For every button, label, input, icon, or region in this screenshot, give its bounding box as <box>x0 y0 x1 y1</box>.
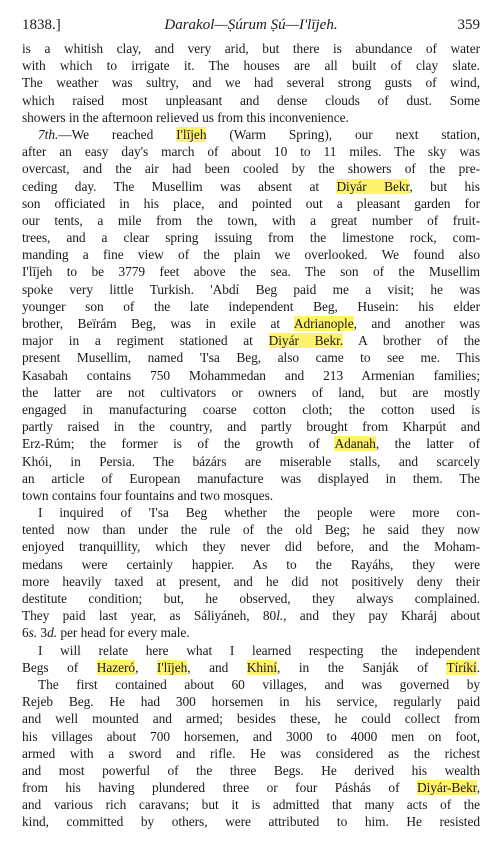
text-line <box>22 796 480 813</box>
text-segment: medans were certainly happier. As to the Rayáhs, they were <box>22 556 480 572</box>
text-segment: with which to irrigate it. The houses are all built of clay slate. <box>22 58 480 74</box>
text-line <box>22 92 480 109</box>
text-line <box>22 418 480 435</box>
text-segment: . <box>476 659 480 675</box>
text-line <box>22 367 480 384</box>
body-text <box>22 40 480 831</box>
text-line <box>22 143 480 160</box>
text-segment: kind, committed by others, were attributed to him. He resisted <box>22 814 480 830</box>
text-line <box>22 745 480 762</box>
page-number: 359 <box>457 17 480 33</box>
text-segment: destitute condition; but, he observed, they always complained. <box>22 591 480 606</box>
text-segment: Rejeb Beg. He had 300 horsemen in his service, regularly paid <box>22 694 480 710</box>
text-segment: our tents, a mile from the town, with a great number of fruit- <box>22 212 480 228</box>
text-line <box>22 160 480 177</box>
text-segment: ceding day. The Musellim was absent at <box>22 178 337 194</box>
text-segment: the latter are not cultivators or owners of land, but are mostly <box>22 384 480 400</box>
text-line <box>22 521 480 538</box>
text-line <box>22 624 480 641</box>
highlighted-place-name: I'lījeh <box>176 126 207 142</box>
text-line <box>22 57 480 74</box>
text-segment: son officiated in his place, and pointed out a pleasant garden for <box>22 195 480 211</box>
text-segment: I will relate here what I learned respecting the independent <box>38 642 480 658</box>
text-segment: younger son of the late independent Beg, Husein: his elder <box>22 298 480 314</box>
text-segment: brother, Beïrám Beg, was in exile at <box>22 316 294 331</box>
text-segment: town contains four fountains and two mosques. <box>22 487 274 503</box>
text-line <box>22 332 480 349</box>
book-page <box>22 14 480 831</box>
text-line <box>22 315 480 332</box>
text-segment: partly raised in the country, and partly brought from Kharpút and <box>22 419 480 435</box>
text-segment: which raised most unpleasant and dense clouds of dust. Some <box>22 92 480 108</box>
text-line <box>22 384 480 401</box>
text-line <box>22 401 480 418</box>
text-line <box>22 573 480 590</box>
text-line <box>22 435 480 452</box>
italic-text: l. <box>276 608 284 624</box>
text-segment: Kasabah contains 750 Mohammedan and 213 Armenian families; <box>22 367 480 383</box>
text-segment: enjoyed tranquillity, which they never did before, and the Moham- <box>22 539 480 555</box>
highlighted-place-name: Tíríkí <box>446 659 477 675</box>
text-segment: I'lījeh to be 3779 feet above the sea. The son of the Musellim <box>22 264 480 280</box>
running-header <box>22 14 480 36</box>
text-segment: Begs of <box>22 659 97 675</box>
text-segment: I inquired of 'I'sa Beg whether the people were more con- <box>38 505 480 521</box>
text-line <box>22 728 480 745</box>
text-segment: They paid last year, as Sáliyáneh, 80 <box>22 608 277 624</box>
text-line <box>22 556 480 573</box>
text-segment: , in the Sanják of <box>277 659 447 675</box>
text-segment: tented now than under the rule of the old Beg; he said they now <box>22 522 480 538</box>
highlighted-place-name: Diyár-Bekr <box>417 780 477 796</box>
text-line <box>22 349 480 366</box>
text-line <box>22 281 480 298</box>
highlighted-place-name: Hazeró <box>96 659 136 675</box>
text-segment: —We reached <box>58 126 177 142</box>
text-segment: and well mounted and armed; besides these, he could collect from <box>22 711 480 727</box>
text-segment: major in a regiment stationed at <box>22 333 269 349</box>
text-segment: per head for every male. <box>57 625 190 641</box>
text-segment: Khói, in Persia. The bázárs are miserable stalls, and scarcely <box>22 453 480 469</box>
text-segment: spoke very little Turkish. 'Abdí Beg paid me a visit; he was <box>22 281 480 297</box>
italic-text: 7th. <box>38 126 59 142</box>
text-segment: 6 <box>22 625 29 641</box>
text-line <box>22 229 480 246</box>
text-segment: showers in the afternoon relieved us from this inconvenience. <box>22 109 349 125</box>
text-line <box>22 178 480 195</box>
text-segment: more heavily taxed at present, and he did not positively deny their <box>22 573 480 589</box>
text-line <box>22 693 480 710</box>
text-segment: and most powerful of the three Begs. He derived his wealth <box>22 762 480 778</box>
text-line <box>22 779 480 796</box>
header-year: 1838.] <box>22 17 61 33</box>
text-segment: (Warm Spring), our next station, <box>206 126 480 142</box>
text-line <box>22 676 480 693</box>
text-line <box>22 74 480 91</box>
text-segment: The first contained about 60 villages, and was governed by <box>38 676 480 692</box>
text-line <box>22 762 480 779</box>
text-line <box>22 40 480 57</box>
text-segment: , and they pay Kharáj about <box>283 608 480 624</box>
text-segment: , and another was <box>353 316 480 331</box>
text-segment: , the latter of <box>375 436 480 452</box>
text-line <box>22 470 480 487</box>
text-segment: from his having plundered three or four Páshás of <box>22 780 417 796</box>
text-line <box>22 126 480 143</box>
italic-text: d. <box>47 625 58 641</box>
header-title: Darakol—Ṣúrum Ṣú—I'lījeh. <box>164 17 338 33</box>
text-segment: trees, and a clear spring issuing from the limestone rock, com- <box>22 230 480 246</box>
text-line <box>22 212 480 229</box>
text-segment: The weather was sultry, and we had several strong gusts of wind, <box>22 75 480 91</box>
highlighted-place-name: I'lījeh <box>156 659 188 675</box>
text-segment: , <box>135 659 157 675</box>
text-segment: , <box>476 780 480 796</box>
text-line <box>22 487 480 504</box>
text-line <box>22 195 480 212</box>
italic-text: s. <box>28 625 38 641</box>
text-line <box>22 263 480 280</box>
text-line <box>22 504 480 521</box>
highlighted-place-name: Diyár Bekr <box>336 178 410 194</box>
highlighted-place-name: Diyár Bekr. <box>268 333 344 349</box>
text-segment: engaged in manufacturing coarse cotton cloth; the cotton used is <box>22 401 480 417</box>
text-segment: , and <box>187 659 247 675</box>
text-segment: 3 <box>37 625 48 641</box>
text-segment: after an easy day's march of about 10 to 11 miles. The sky was <box>22 144 480 160</box>
highlighted-place-name: Adanah <box>334 436 376 452</box>
text-segment: his villages about 700 horsemen, and 3000 to 4000 men on foot, <box>22 728 480 744</box>
text-segment: overcast, and the air had been cooled by the showers of the pre- <box>22 161 480 177</box>
text-line <box>22 607 480 624</box>
text-line <box>22 710 480 727</box>
text-segment: is a whitish clay, and very arid, but there is abundance of water <box>22 41 480 56</box>
text-line <box>22 298 480 315</box>
text-segment: , but his <box>409 178 480 194</box>
highlighted-place-name: Adrianople <box>293 316 354 331</box>
text-line <box>22 590 480 607</box>
text-line <box>22 813 480 830</box>
text-segment: armed with a sword and rifle. He was considered as the richest <box>22 745 480 761</box>
text-line <box>22 246 480 263</box>
highlighted-place-name: Khiní <box>246 659 278 675</box>
text-segment: A brother of the <box>343 333 480 349</box>
text-line <box>22 109 480 126</box>
text-segment: and various rich caravans; but it is admitted that many acts of the <box>22 797 480 813</box>
text-segment: present Musellim, named 'I'sa Beg, also came to see me. This <box>22 350 480 366</box>
text-line <box>22 642 480 659</box>
text-line <box>22 659 480 676</box>
text-line <box>22 453 480 470</box>
text-line <box>22 538 480 555</box>
text-segment: Erz-Rúm; the former is of the growth of <box>22 436 335 452</box>
text-segment: manding a fine view of the plain we overlooked. We found also <box>22 247 480 263</box>
text-segment: an article of European manufacture was displayed in them. The <box>22 470 480 486</box>
